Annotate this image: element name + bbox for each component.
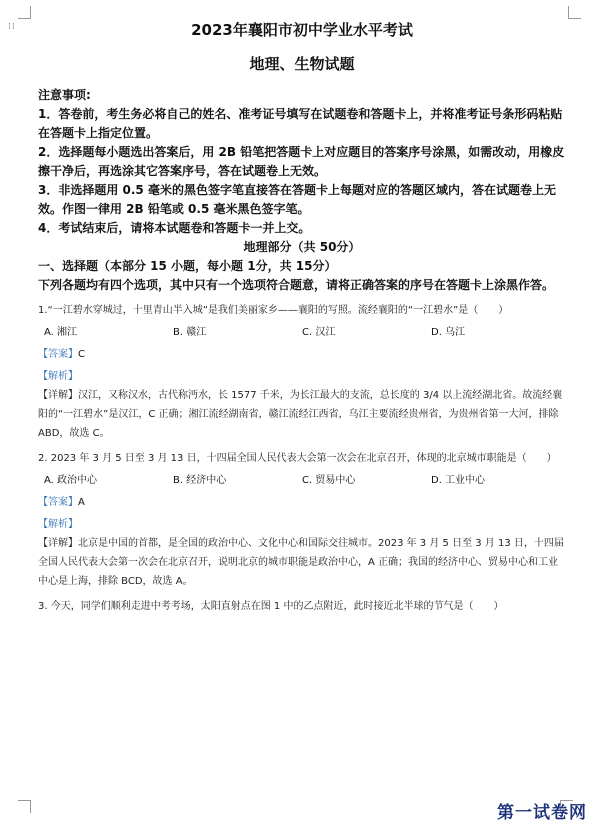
notice-item: 2．选择题每小题选出答案后，用 2B 铅笔把答题卡上对应题目的答案序号涂黑，如需改动，用橡皮擦干净后，再选涂其它答案序号，答在试题卷上无效。 bbox=[38, 145, 565, 178]
section-heading: 一、选择题（本部分 15 小题，每小题 1分，共 15分） bbox=[38, 259, 337, 273]
document-page bbox=[38, 20, 566, 616]
question-1-answer bbox=[38, 346, 566, 364]
option-c: C. 贸易中心 bbox=[302, 475, 356, 486]
option-c: C. 汉江 bbox=[302, 327, 336, 338]
question-1-text: 1.“一江碧水穿城过，十里青山半入城”是我们美丽家乡——襄阳的写照。流经襄阳的“一江碧水”是（ ） bbox=[38, 305, 509, 316]
section-instruction: 下列各题均有四个选项，其中只有一个选项符合题意，请将正确答案的序号在答题卡上涂黑作答。 bbox=[38, 278, 555, 292]
drag-handle-icon[interactable]: ⁞⁞ bbox=[8, 22, 16, 32]
option-d: D. 乌江 bbox=[431, 327, 466, 338]
analysis-label: 【解析】 bbox=[38, 519, 78, 530]
notice-item: 4．考试结束后，请将本试题卷和答题卡一并上交。 bbox=[38, 221, 311, 235]
exam-subtitle: 地理、生物试题 bbox=[249, 55, 355, 73]
option-a: A. 湘江 bbox=[44, 327, 78, 338]
question-2-text: 2. 2023 年 3 月 5 日至 3 月 13 日，十四届全国人民代表大会第一次会在北京召开，体现的北京城市职能是（ ） bbox=[38, 453, 557, 464]
part-title: 地理部分（共 50分） bbox=[243, 240, 361, 254]
question-3-text: 3. 今天，同学们顺利走进中考考场，太阳直射点在图 1 中的乙点附近，此时接近北半球的节气是（ ） bbox=[38, 601, 504, 612]
answer-label: 【答案】 bbox=[38, 349, 78, 360]
question-2-options bbox=[44, 472, 566, 490]
question-2-answer bbox=[38, 494, 566, 512]
question-2-detail: 【详解】北京是中国的首都，是全国的政治中心、文化中心和国际交往城市。2023 年 3 月 5 日至 3 月 13 日，十四届全国人民代表大会第一次会在北京召开，说明北京的城市职能是政治中心，A 正确；我国的经济中心、贸易中心和工业中心是上海，排除 BCD，故选 A。 bbox=[38, 538, 564, 587]
question-2-analysis bbox=[38, 516, 566, 534]
question-1-analysis bbox=[38, 368, 566, 386]
page-corner-mark bbox=[18, 800, 31, 813]
notice-item: 3．非选择题用 0.5 毫米的黑色签字笔直接答在答题卡上每题对应的答题区域内，答在试题卷上无效。作图一律用 2B 铅笔或 0.5 毫米黑色签字笔。 bbox=[38, 183, 556, 216]
option-b: B. 赣江 bbox=[173, 327, 207, 338]
analysis-label: 【解析】 bbox=[38, 371, 78, 382]
answer-value: A bbox=[78, 497, 85, 508]
notice-heading: 注意事项: bbox=[38, 88, 91, 102]
exam-title: 2023年襄阳市初中学业水平考试 bbox=[191, 21, 413, 39]
question-1-options bbox=[44, 324, 566, 342]
option-d: D. 工业中心 bbox=[431, 475, 486, 486]
option-a: A. 政治中心 bbox=[44, 475, 98, 486]
option-b: B. 经济中心 bbox=[173, 475, 227, 486]
notice-item: 1．答卷前，考生务必将自己的姓名、准考证号填写在试题卷和答题卡上，并将准考证号条形码粘贴在答题卡上指定位置。 bbox=[38, 107, 563, 140]
answer-value: C bbox=[78, 349, 85, 360]
page-corner-mark bbox=[18, 6, 31, 19]
question-1-detail: 【详解】汉江，又称汉水，古代称沔水，长 1577 千米，为长江最大的支流，总长度的 3/4 以上流经湖北省。故流经襄阳的“一江碧水”是汉江，C 正确；湘江流经湖南省，赣江流经江西省，乌江主要流经贵州省，为贵州省第一大河，排除 ABD，故选 C。 bbox=[38, 390, 563, 439]
brand-watermark: 第一试卷网 bbox=[497, 803, 587, 823]
answer-label: 【答案】 bbox=[38, 497, 78, 508]
page-corner-mark bbox=[568, 6, 581, 19]
